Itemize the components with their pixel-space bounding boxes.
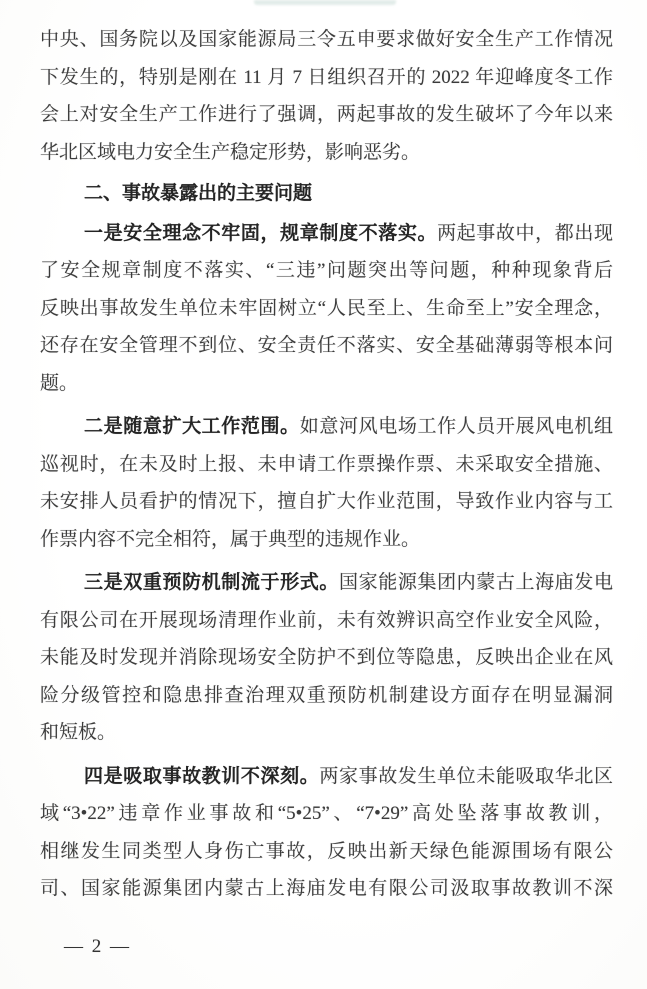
text-line [40,252,613,290]
text-segment: 有限公司在开展现场清理作业前，未有效辨识高空作业安全风险， [40,609,613,631]
text-segment: 两家事故发生单位未能吸取华北区 [319,765,613,787]
para-continuation [40,21,613,171]
para-problem-1 [40,215,613,403]
text-segment: 作票内容不完全相符，属于典型的违规作业。 [40,528,421,550]
text-segment: 域“3•22”违章作业事故和“5•25”、“7•29”高处坠落事故教训， [40,803,613,824]
document-body [40,21,613,908]
text-line [40,521,613,559]
text-segment: 了安全规章制度不落实、“三违”问题突出等问题，种种现象背后 [40,260,613,281]
text-segment: 司、国家能源集团内蒙古上海庙发电有限公司汲取事故教训不深 [40,878,613,899]
text-line [40,758,613,796]
bold-text-segment: 二、事故暴露出的主要问题 [84,183,313,204]
text-line [40,59,613,97]
text-line [40,833,613,871]
text-line [40,639,613,677]
para-problem-3 [40,564,613,752]
bold-text-segment: 四是吸取事故教训不深刻。 [84,765,320,787]
heading-section-2 [40,175,613,213]
text-line [40,175,613,213]
text-line [40,602,613,640]
para-problem-4 [40,758,613,908]
text-segment: 中央、国务院以及国家能源局三令五申要求做好安全生产工作情况 [40,29,613,50]
text-segment: 两起事故中，都出现 [437,222,613,244]
bold-text-segment: 三是双重预防机制流于形式。 [84,572,339,593]
text-line [40,290,613,328]
text-line [40,870,613,908]
page-number: — 2 — [64,936,131,957]
text-segment: 反映出事故发生单位未牢固树立“人民至上、生命至上”安全理念， [40,297,613,319]
text-line [40,96,613,134]
text-line [40,714,613,752]
text-segment: 未安排人员看护的情况下，擅自扩大作业范围，导致作业内容与工 [40,491,613,512]
text-segment: 相继发生同类型人身伤亡事故，反映出新天绿色能源围场有限公 [40,840,613,862]
text-segment: 巡视时，在未及时上报、未申请工作票操作票、未采取安全措施、 [40,453,613,475]
text-segment: 如意河风电场工作人员开展风电机组 [299,416,613,437]
text-segment: 题。 [40,372,79,394]
text-segment: 险分级管控和隐患排查治理双重预防机制建设方面存在明显漏洞 [40,684,613,706]
text-segment: 未能及时发现并消除现场安全防护不到位等隐患，反映出企业在风 [40,647,613,668]
text-segment: 下发生的，特别是刚在 11 月 7 日组织召开的 2022 年迎峰度冬工作 [40,66,613,88]
text-segment: 国家能源集团内蒙古上海庙发电 [339,572,613,593]
text-line [40,483,613,521]
text-line [40,134,613,172]
text-line [40,21,613,59]
text-line [40,564,613,602]
text-line [40,327,613,365]
text-line [40,446,613,484]
text-line [40,795,613,833]
bold-text-segment: 二是随意扩大工作范围。 [84,416,300,437]
para-problem-2 [40,408,613,558]
text-segment: 还存在安全管理不到位、安全责任不落实、安全基础薄弱等根本问 [40,335,613,356]
bold-text-segment: 一是安全理念不牢固，规章制度不落实。 [84,222,438,244]
text-segment: 华北区域电力安全生产稳定形势，影响恶劣。 [40,141,421,163]
text-line [40,365,613,403]
text-line [40,215,613,253]
scan-artifact-top-edge [254,0,396,5]
text-segment: 会上对安全生产工作进行了强调，两起事故的发生破坏了今年以来 [40,104,613,125]
text-line [40,677,613,715]
text-segment: 和短板。 [40,722,117,743]
text-line [40,408,613,446]
